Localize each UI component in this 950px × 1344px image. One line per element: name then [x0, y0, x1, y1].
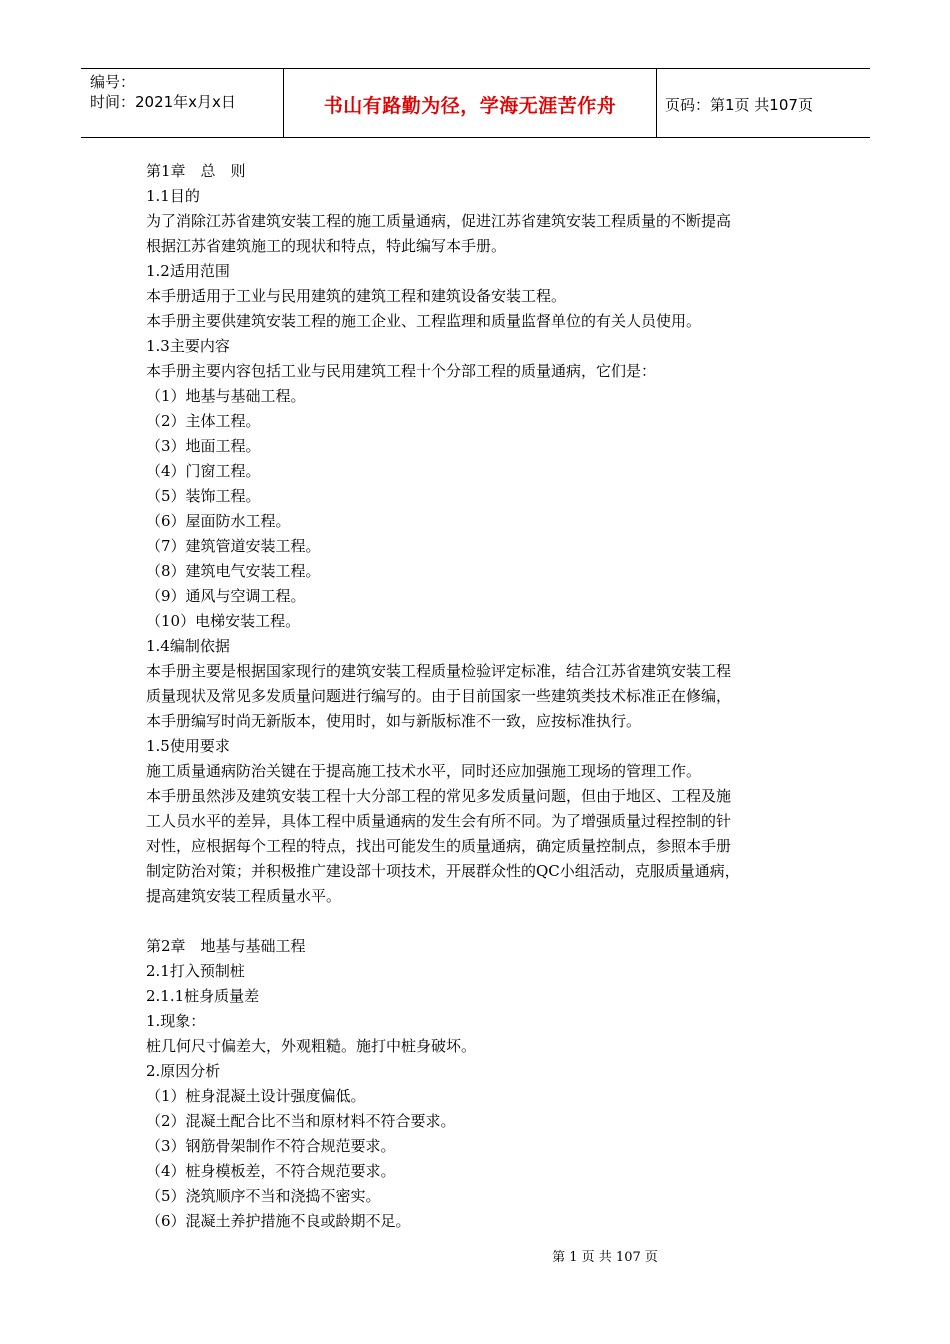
body-line: （9）通风与空调工程。	[146, 587, 306, 605]
body-line: 施工质量通病防治关键在于提高施工技术水平，同时还应加强施工现场的管理工作。	[146, 762, 702, 780]
body-line: （1）桩身混凝土设计强度偏低。	[146, 1087, 366, 1105]
body-line: （2）混凝土配合比不当和原材料不符合要求。	[146, 1112, 456, 1130]
body-line: （3）钢筋骨架制作不符合规范要求。	[146, 1137, 396, 1155]
body-line: 2.1.1桩身质量差	[146, 987, 260, 1005]
body-line: 1.5使用要求	[146, 737, 230, 755]
body-line: 为了消除江苏省建筑安装工程的施工质量通病，促进江苏省建筑安装工程质量的不断提高	[146, 212, 732, 230]
body-line: （7）建筑管道安装工程。	[146, 537, 321, 555]
body-line: 桩几何尺寸偏差大，外观粗糙。施打中桩身破坏。	[146, 1037, 477, 1055]
body-line: 本手册主要是根据国家现行的建筑安装工程质量检验评定标准，结合江苏省建筑安装工程	[146, 662, 732, 680]
body-line: 提高建筑安装工程质量水平。	[146, 887, 342, 905]
body-line: （2）主体工程。	[146, 412, 261, 430]
body-line: 本手册主要供建筑安装工程的施工企业、工程监理和质量监督单位的有关人员使用。	[146, 312, 702, 330]
document-body	[146, 159, 826, 1234]
body-line: （10）电梯安装工程。	[146, 612, 301, 630]
body-line: 质量现状及常见多发质量问题进行编写的。由于目前国家一些建筑类技术标准正在修编，	[146, 687, 732, 705]
body-line: 对性，应根据每个工程的特点，找出可能发生的质量通病，确定质量控制点，参照本手册	[146, 837, 732, 855]
body-line	[146, 909, 826, 934]
page-header	[81, 68, 870, 138]
body-line: （4）门窗工程。	[146, 462, 261, 480]
header-middle-cell	[283, 69, 657, 137]
body-line: 1.3主要内容	[146, 337, 230, 355]
body-line: （1）地基与基础工程。	[146, 387, 306, 405]
body-line: 第2章 地基与基础工程	[146, 937, 306, 955]
body-line: （6）屋面防水工程。	[146, 512, 291, 530]
header-left-cell	[81, 69, 283, 137]
body-line: 制定防治对策；并积极推广建设部十项技术，开展群众性的QC小组活动，克服质量通病，	[146, 862, 740, 880]
body-line: （4）桩身模板差，不符合规范要求。	[146, 1162, 396, 1180]
body-line: 1.4编制依据	[146, 637, 230, 655]
body-line: 本手册虽然涉及建筑安装工程十大分部工程的常见多发质量问题，但由于地区、工程及施	[146, 787, 732, 805]
body-line: 1.现象：	[146, 1012, 206, 1030]
body-line: 2.原因分析	[146, 1062, 221, 1080]
page-footer: 第 1 页 共 107 页	[552, 1250, 658, 1265]
header-page-number: 页码：第1页 共107页	[665, 96, 813, 114]
body-line: 根据江苏省建筑施工的现状和特点，特此编写本手册。	[146, 237, 507, 255]
document-date-label: 时间：2021年x月x日	[90, 93, 236, 111]
body-line: 工人员水平的差异，具体工程中质量通病的发生会有所不同。为了增强质量过程控制的针	[146, 812, 732, 830]
body-line: （5）装饰工程。	[146, 487, 261, 505]
body-line: 2.1打入预制桩	[146, 962, 245, 980]
body-line: 第1章 总 则	[146, 162, 246, 180]
body-line: 本手册编写时尚无新版本，使用时，如与新版标准不一致，应按标准执行。	[146, 712, 642, 730]
document-id-label: 编号：	[90, 73, 136, 91]
body-line: （8）建筑电气安装工程。	[146, 562, 321, 580]
body-line: （3）地面工程。	[146, 437, 261, 455]
header-motto: 书山有路勤为径，学海无涯苦作舟	[323, 95, 617, 117]
body-line: 1.1目的	[146, 187, 200, 205]
body-line: （6）混凝土养护措施不良或龄期不足。	[146, 1212, 411, 1230]
body-line: 1.2适用范围	[146, 262, 230, 280]
body-line: （5）浇筑顺序不当和浇捣不密实。	[146, 1187, 381, 1205]
body-line: 本手册适用于工业与民用建筑的建筑工程和建筑设备安装工程。	[146, 287, 567, 305]
body-line: 本手册主要内容包括工业与民用建筑工程十个分部工程的质量通病，它们是：	[146, 362, 657, 380]
header-right-cell	[656, 69, 870, 137]
